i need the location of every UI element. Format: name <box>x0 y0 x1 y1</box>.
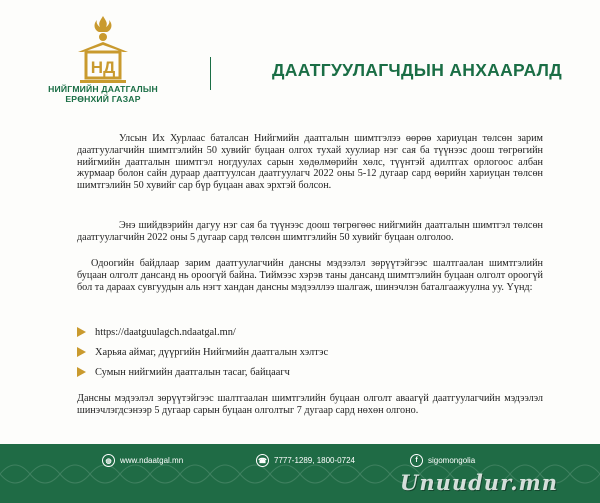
footer-phone[interactable] <box>256 454 355 467</box>
phone-icon: ☎ <box>256 454 269 467</box>
channel-soum-office: Сумын нийгмийн даатгалын тасаг, байцаагч <box>95 366 290 378</box>
site-watermark: Unuudur.mn <box>400 470 559 495</box>
footer-social-text: sigomongolia <box>428 456 476 465</box>
footer-social[interactable] <box>410 454 475 467</box>
notice-title: ДААТГУУЛАГЧДЫН АНХААРАЛД <box>272 60 562 80</box>
header-divider <box>210 57 211 90</box>
paragraph-5: Дансны мэдээлэл зөрүүтэйгээс шалтгаалан шимтгэлийн буцаан олголт аваагүй даатгуулагчийн мэдээлэл шинэчлэгдсэнээр 5 дугаар сарын буцаан олголтыг 7 дугаар сард нөхөн олгоно. <box>77 393 543 416</box>
globe-icon: ◍ <box>102 454 115 467</box>
arrow-bullet-icon <box>77 347 86 357</box>
organization-name <box>41 84 165 104</box>
svg-text:НД: НД <box>90 58 116 77</box>
channel-website-link[interactable]: https://daatguulagch.ndaatgal.mn/ <box>95 326 236 338</box>
facebook-icon: f <box>410 454 423 467</box>
channel-district-office: Харьяа аймаг, дүүргийн Нийгмийн даатгалын хэлтэс <box>95 346 329 358</box>
paragraph-1: Улсын Их Хурлаас баталсан Нийгмийн даатгалын шимтгэлээ өөрөө хариуцан төлсөн зарим даатгуулагчийн шимтгэлийн 50 хувийг буцаан олгох тухай хуулиар нэг сая ба түүнээс доош төгрөгийн нийгмийн даатгалын шимтгэл ногдуулах сарын хөдөлмөрийн хөлс, түүнтэй адилтгах орлогоос албан журмаар болон сайн дураар даатгуулсан даатгуулагч 2022 оны 5-12 дугаар сард өөрийн хариуцан төлсөн шимтгэлийн 50 хувийг сар бүр буцаан авах эрхтэй болсон. <box>77 133 543 192</box>
list-item <box>77 362 543 382</box>
list-item <box>77 342 543 362</box>
organization-name-line1: НИЙГМИЙН ДААТГАЛЫН <box>48 84 158 94</box>
footer-website-text: www.ndaatgal.mn <box>120 456 184 465</box>
arrow-bullet-icon <box>77 327 86 337</box>
footer-phone-text: 7777-1289, 1800-0724 <box>274 456 355 465</box>
paragraph-2: Энэ шийдвэрийн дагуу нэг сая ба түүнээс доош төгрөгөөс нийгмийн даатгалын шимтгэл төлсөн даатгуулагчийн 2022 оны 5 дугаар сард төлсөн шимтгэлийн 50 хувийг буцаан олголоо. <box>77 220 543 243</box>
soyombo-logo-icon <box>60 14 146 86</box>
organization-name-line2: ЕРӨНХИЙ ГАЗАР <box>65 94 141 104</box>
channel-list <box>77 322 543 382</box>
arrow-bullet-icon <box>77 367 86 377</box>
organization-logo <box>60 14 146 122</box>
list-item <box>77 322 543 342</box>
footer-website[interactable] <box>102 454 183 467</box>
paragraph-3: Одоогийн байдлаар зарим даатгуулагчийн дансны мэдээлэл зөрүүтэйгээс шалтгаалан шимтгэлийн буцаан олголт дансанд нь ороогүй байна. Тиймээс хэрэв таны дансанд шимтгэлийн буцаан олголт ороогүй бол та дараах сувгуудын аль нэгт хандан дансны мэдээллээ шалгаж, шинэчлэн баталгаажуулна уу. Үүнд: <box>77 258 543 293</box>
